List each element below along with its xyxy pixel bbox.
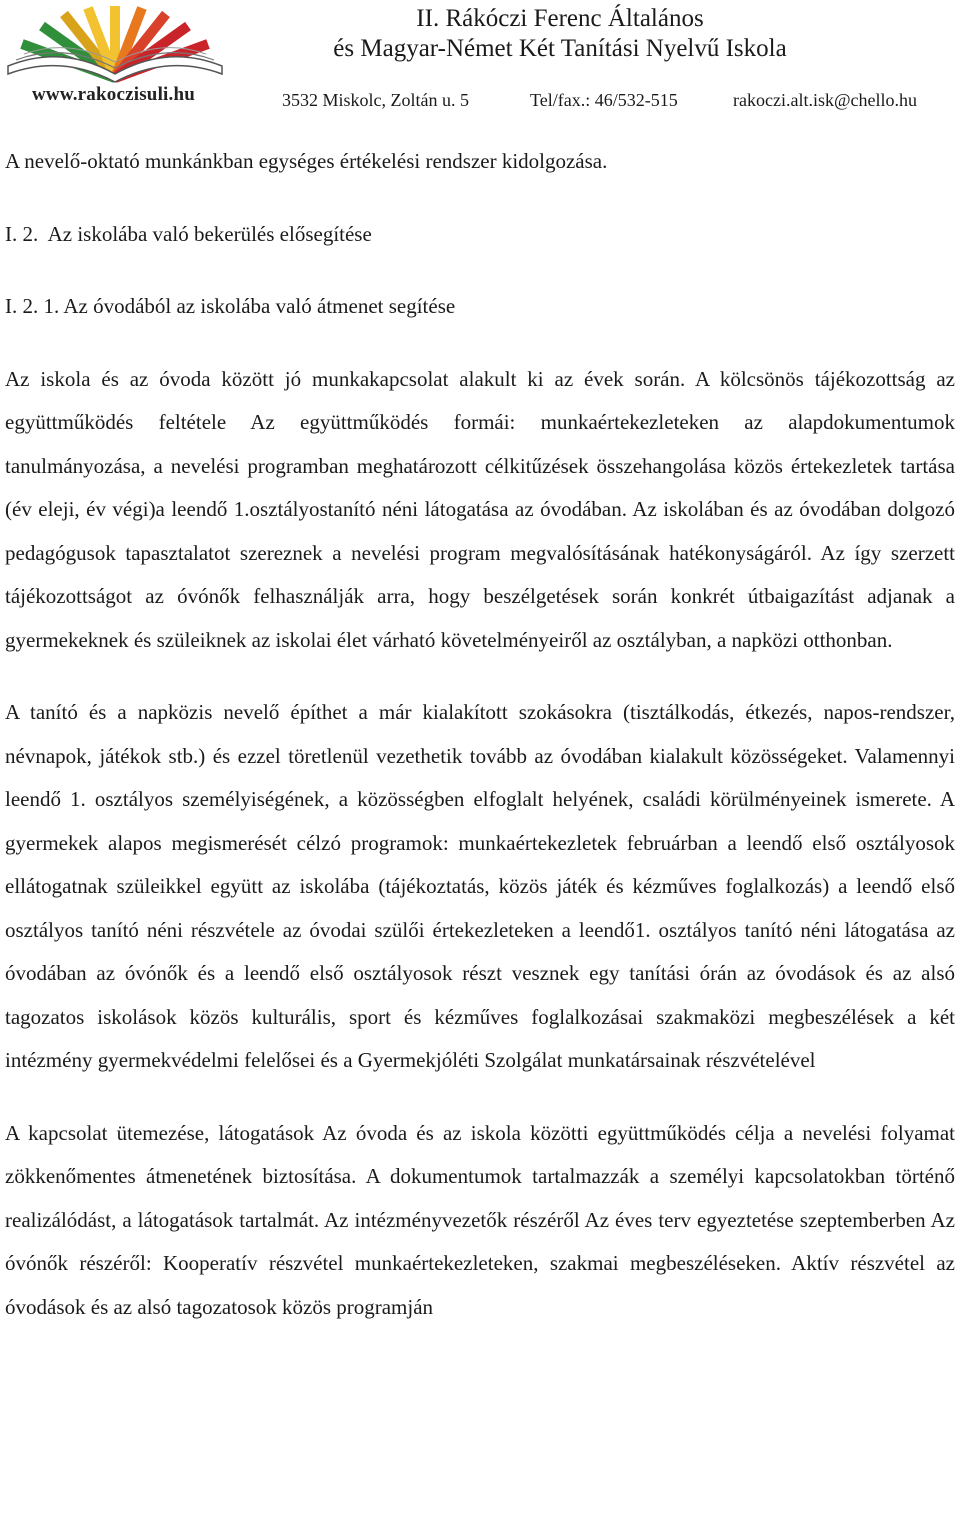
letterhead [0,0,960,118]
subsection-heading: I. 2. 1. Az óvodából az iskolába való átmenet segítése [5,294,456,318]
school-email: rakoczi.alt.isk@chello.hu [733,90,918,110]
open-book-rainbow-logo-icon [2,4,228,84]
paragraph: A kapcsolat ütemezése, látogatások Az óvoda és az iskola közötti együttműködés célja a nevelési folyamat zökkenőmentes átmenetének biztosítása. A dokumentumok tartalmazzák a személyi kapcsolatokban történő realizálódást, a látogatások tartalmát. Az intézményvezetők részéről Az éves terv egyeztetése szeptemberben Az óvónők részéről: Kooperatív részvétel munkaértekezleteken, szakmai megbeszéléseken. Aktív részvétel az óvodások és az alsó tagozatosok közös programján [5,1120,955,1319]
school-logo [2,4,228,108]
paragraph: A tanító és a napközis nevelő építhet a már kialakított szokásokra (tisztálkodás, étkezés, napos-rendszer, névnapok, játékok stb.) és ezzel töretlenül vezethetik tovább az óvodában kialakult közösségeket. Valamennyi leendő 1. osztályos személyiségének, a közösségben elfoglalt helyének, családi körülményeinek ismerete. A gyermekek alapos megismerését célzó programok: munkaértekezletek februárban a leendő első osztályosok ellátogatnak szüleikkel együtt az iskolába (tájékoztatás, közös játék és kézműves foglalkozás) a leendő első osztályos tanító néni részvétele az óvodai szülői értekezleteken a leendő1. osztályos tanító néni látogatása az óvodában az óvónők és a leendő első osztályosok részt vesznek egy tanítási órán az óvodások és az alsó tagozatos iskolások közös kulturális, sport és kézműves foglalkozásai szakmaközi megbeszélések a két intézmény gyermekvédelmi felelősei és a Gyermekjóléti Szolgálat munkatársainak részvételével [5,700,955,1072]
intro-line: A nevelő-oktató munkánkban egységes értékelési rendszer kidolgozása. [5,149,608,173]
school-telfax: Tel/fax.: 46/532-515 [530,90,678,110]
school-address: 3532 Miskolc, Zoltán u. 5 [282,90,469,110]
school-website: www.rakoczisuli.hu [32,84,196,105]
school-name-line2: és Magyar-Német Két Tanítási Nyelvű Iskola [333,35,787,62]
section-heading: I. 2. Az iskolába való bekerülés elősegítése [5,221,372,246]
document-body [5,140,955,1358]
paragraph: Az iskola és az óvoda között jó munkakapcsolat alakult ki az évek során. A kölcsönös tájékozottság az együttműködés feltétele Az együttműködés formái: munkaértekezleteken az alapdokumentumok tanulmányozása, a nevelési programban meghatározott célkitűzések összehangolása közös értekezletek tartása (év eleji, év végi)a leendő 1.osztályostanító néni látogatása az óvodában. Az iskolában és az óvodában dolgozó pedagógusok tapasztalatot szereznek a nevelési program megvalósításának hatékonyságáról. Az így szerzett tájékozottságot az óvónők felhasználják arra, hogy beszélgetések során konkrét útbaigazítást adjanak a gyermekeknek és szüleiknek az iskolai élet várható követelményeiről az osztályban, a napközi otthonban. [5,366,955,652]
school-name-line1: II. Rákóczi Ferenc Általános [416,5,704,32]
